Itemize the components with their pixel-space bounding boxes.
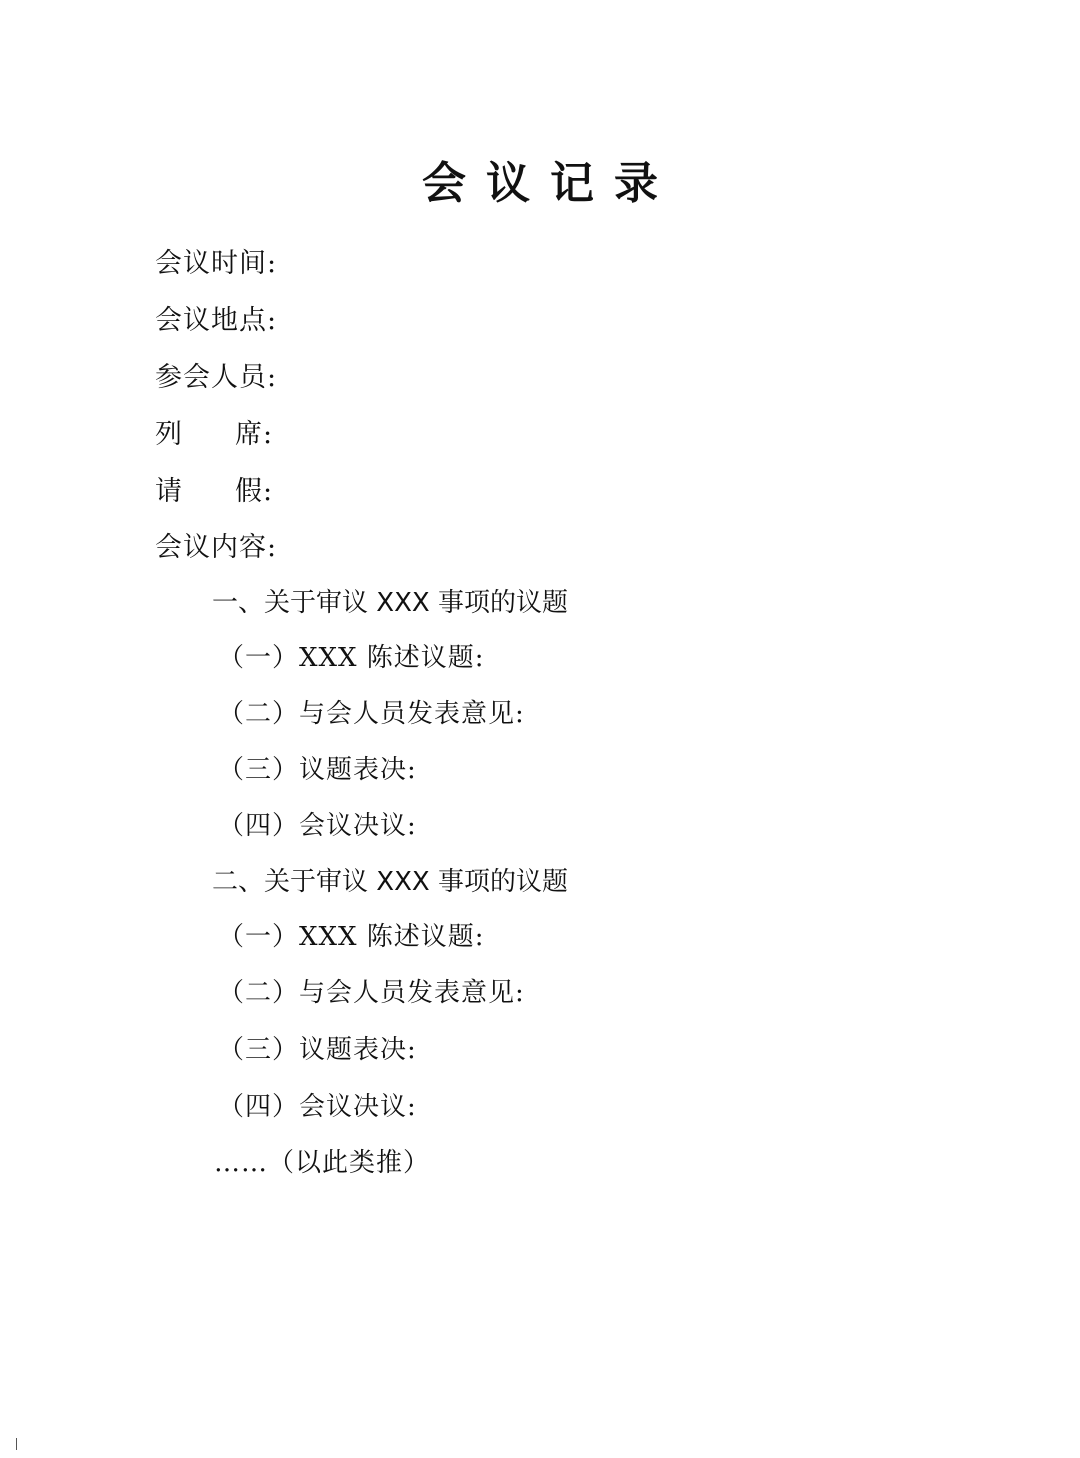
observers-field xyxy=(155,415,273,455)
meeting-content-label: 会议内容: xyxy=(155,532,278,563)
observers-colon: : xyxy=(263,419,274,450)
agenda-item: （二）与会人员发表意见: xyxy=(218,699,525,729)
agenda-heading: 一、关于审议 XXX 事项的议题 xyxy=(212,588,568,618)
agenda-heading: 二、关于审议 XXX 事项的议题 xyxy=(212,867,568,897)
agenda-item: （二）与会人员发表意见: xyxy=(218,978,525,1008)
attendees-label: 参会人员: xyxy=(155,362,278,393)
observers-label: 列席 xyxy=(155,419,263,450)
scan-margin-mark xyxy=(16,1438,17,1450)
agenda-item: （一）XXX 陈述议题: xyxy=(218,922,485,952)
absent-label: 请假 xyxy=(155,476,263,507)
agenda-item: （四）会议决议: xyxy=(218,1092,417,1122)
agenda-item: （三）议题表决: xyxy=(218,755,417,785)
agenda-item: （一）XXX 陈述议题: xyxy=(218,643,485,673)
meeting-location-label: 会议地点: xyxy=(155,305,278,336)
absent-field xyxy=(155,472,273,512)
meeting-time-label: 会议时间: xyxy=(155,248,278,279)
agenda-item: （四）会议决议: xyxy=(218,811,417,841)
etc-line: ……（以此类推） xyxy=(214,1148,431,1178)
absent-colon: : xyxy=(263,476,274,507)
document-title: 会议记录 xyxy=(422,158,678,209)
agenda-item: （三）议题表决: xyxy=(218,1035,417,1065)
